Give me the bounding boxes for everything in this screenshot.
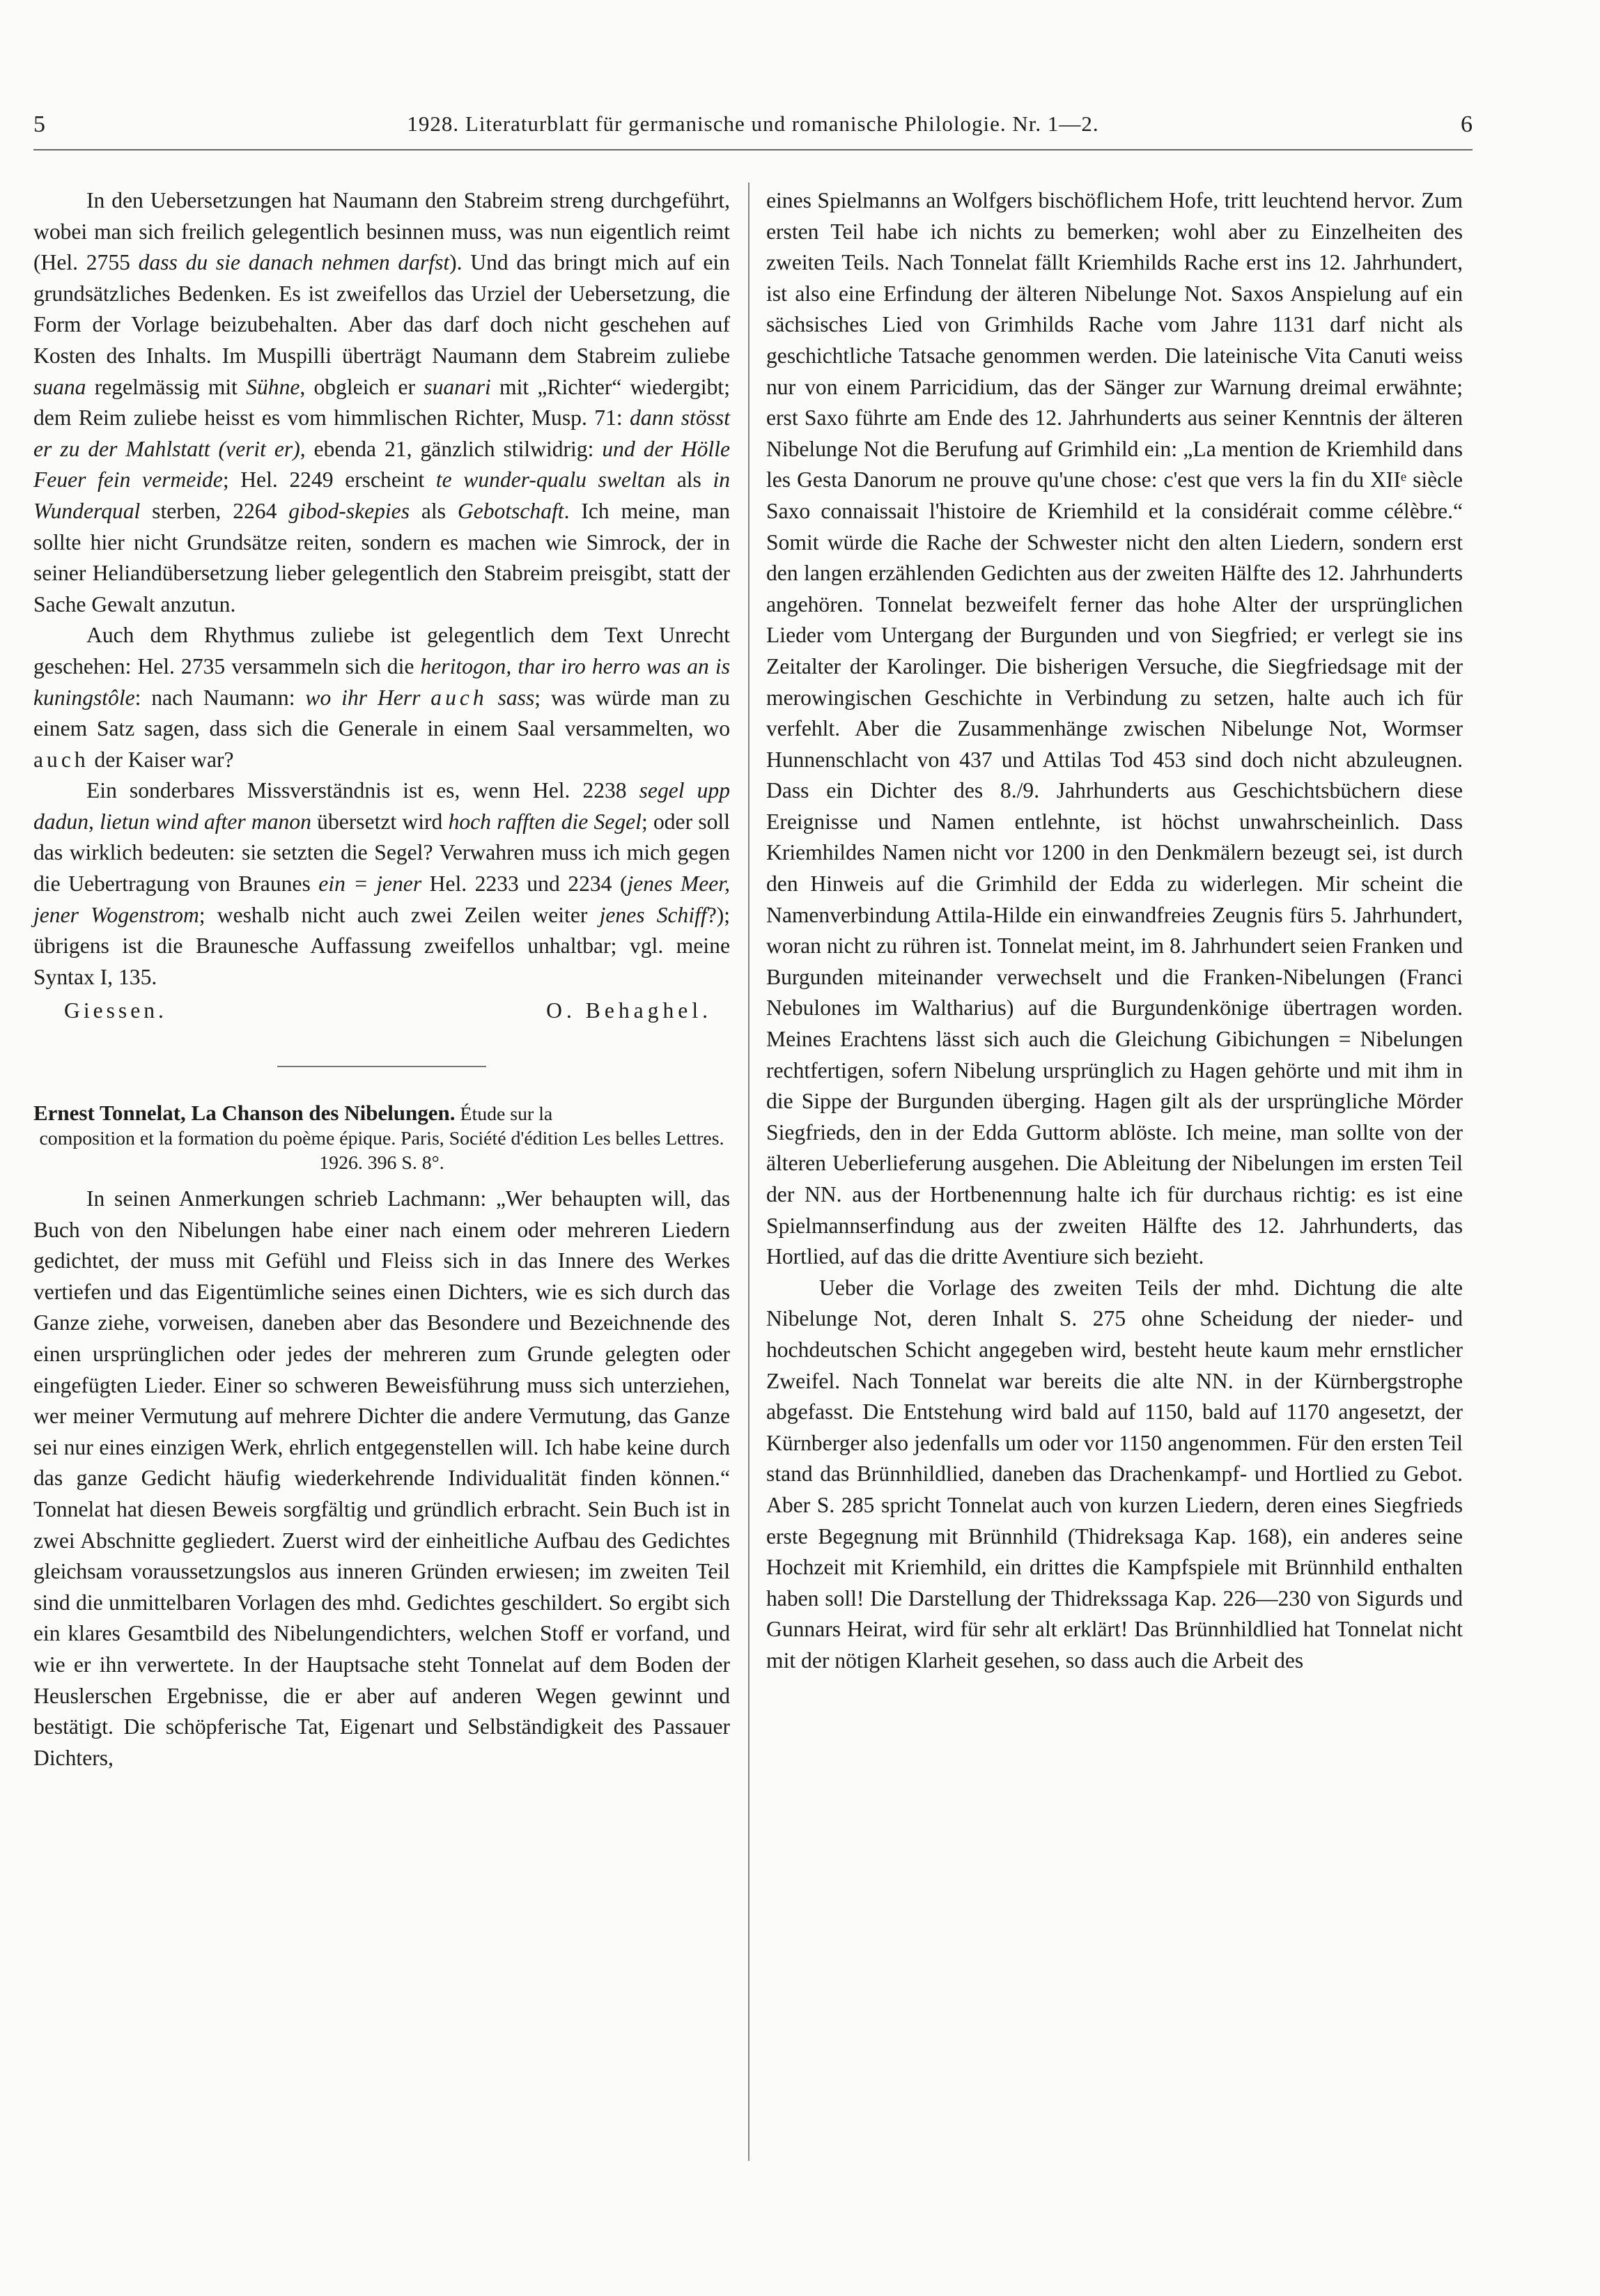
review-author: Ernest Tonnelat, [33,1101,186,1126]
paragraph-lachmann: In seinen Anmerkungen schrieb Lachmann: „Wer behaupten will, das Buch von den Nibelungen habe einer nach einem oder mehreren Liedern gedichtet, der muss mit Gefühl und Fleiss sich in das Innere des Werkes vertiefen und das Eigentümliche seines einen Dichters, wie es sich durch das Ganze ziehe, vorweisen, daneben aber das Besondere und Bezeichnende des einen ursprünglichen oder jedes der mehreren zum Grunde gelegten oder eingefügten Lieder. Einer so schweren Beweisführung muss sich unterziehen, wer meiner Vermutung auf mehrere Dichter die andere Vermutung, das Ganze sei nur eines einzigen Werk, ehrlich entgegenstellen will. Ich habe keine durch das ganze Gedicht häufig wiederkehrende Individualität finden können.“ Tonnelat hat diesen Beweis sorgfältig und gründlich erbracht. Sein Buch ist in zwei Abschnitte gegliedert. Zuerst wird der einheitliche Aufbau des Gedichtes gleichsam voraussetzungslos aus inneren Gründen erwiesen; im zweiten Teil sind die unmittelbaren Vorlagen des mhd. Gedichtes geschildert. So ergibt sich ein klares Gesamtbild des Nibelungendichters, welchen Stoff er vorfand, und wie er ihn verwertete. In der Hauptsache steht Tonnelat auf dem Boden der Heuslerschen Ergebnisse, die er aber auf anderen Wegen gewinnt und bestätigt. Die schöpferische Tat, Eigenart und Selbständigkeit des Passauer Dichters, [33,1186,730,1770]
signature-place: Giessen. [64,998,167,1023]
text-run: Auch dem Rhythmus zuliebe ist gelegentlich dem Text Unrecht geschehen: Hel. 2735 versammeln sich die [33,623,730,678]
review-title: La Chanson des Nibelungen. [185,1101,456,1126]
quote-run: und der Hölle Feuer fein vermeide [33,436,730,492]
quote-run: wo ihr Herr [305,685,431,710]
text-run: der Kaiser war? [88,747,234,772]
text-run: Hel. 2233 und 2234 ( [421,871,628,897]
review-publication: composition et la formation du poème épique. Paris, Société d'édition Les belles Lettres. 1926. 396 S. 8°. [39,1128,724,1174]
quote-run: suana [33,374,86,399]
text-run: regelmässig mit [86,374,247,399]
text-run: : nach Naumann: [134,685,306,710]
text-run: ; weshalb nicht auch zwei Zeilen weiter [199,902,600,927]
text-run: , ebenda 21, gänzlich stilwidrig: [300,436,603,461]
text-run: ; Hel. 2249 erscheint [222,467,436,492]
quote-run: te wunder-qualu sweltan [435,467,666,492]
text-run: , obgleich er [300,374,424,399]
left-column [33,185,730,1774]
text-run: In den Uebersetzungen hat Naumann den Stabreim streng durchgeführt, wobei man sich freilich gelegentlich besinnen muss, was nun eigentlich reimt (Hel. 2755 [33,188,730,275]
paragraph-rhythmus [33,620,730,775]
quote-run: jenes Schiff [599,902,707,927]
paragraph-stabreim [33,185,730,620]
text-run: ; was würde man zu einem Satz sagen, dass sich die Generale in einem Saal versammelten, wo [33,685,730,741]
section-divider [277,1066,486,1067]
page-number-right: 6 [1461,111,1473,137]
quote-run: sass [487,685,535,710]
text-run: ?); übrigens ist die Braunesche Auffassung zweifellos unhaltbar; vgl. meine Syntax I, 135. [33,902,731,989]
quote-run: dass du sie danach nehmen darfst [138,250,450,275]
quote-run: Gebotschaft [457,498,564,523]
review-subtitle: Étude sur la [455,1103,553,1126]
quote-run: Sühne [246,374,300,399]
quote-run: jenes Meer, jener Wogenstrom [33,871,730,927]
review-heading [33,1101,730,1175]
column-rule [748,183,749,2161]
text-run: ; oder soll das wirklich bedeuten: sie setzten die Segel? Verwahren muss ich mich gegen die Uebertragung von Braunes [33,809,730,897]
quote-run: hoch rafften die Segel [448,809,642,834]
quote-run: in Wunderqual [33,467,731,523]
quote-run: suanari [424,374,491,399]
signature-author: O. Behaghel. [546,998,712,1023]
text-run: sterben, 2264 [140,498,289,523]
spaced-run: auch [33,747,89,772]
paragraph-missverstaendnis [33,775,730,993]
text-run: als [410,498,458,523]
text-run: mit „Richter“ wiedergibt; dem Reim zuliebe heisst es vom himmlischen Richter, Musp. 71: [33,374,730,430]
page-number-left: 5 [33,111,45,137]
page-header [33,111,1473,145]
quote-run: ein = jener [318,871,422,897]
quote-run: dann stösst er zu der Mahlstatt (verit er) [33,405,731,461]
text-run: als [665,467,713,492]
right-column [766,185,1463,1677]
quote-run: heritogon, thar iro herro was an is kuningstôle [33,653,730,710]
text-run: übersetzt wird [311,809,449,834]
text-run: Ein sonderbares Missverständnis ist es, wenn Hel. 2238 [86,778,639,803]
paragraph-spielmann: eines Spielmanns an Wolfgers bischöflichem Hofe, tritt leuchtend hervor. Zum ersten Teil habe ich nichts zu bemerken; wohl aber zu Einzelheiten des zweiten Teils. Nach Tonnelat fällt Kriemhilds Rache erst ins 12. Jahrhundert, ist also eine Erfindung der älteren Nibelunge Not. Saxos Anspielung auf ein sächsisches Lied von Grimhilds Rache vom Jahre 1131 darf nicht als geschichtliche Tatsache genommen werden. Die lateinische Vita Canuti weiss nur von einem Parricidium, das der Sänger zur Warnung dreimal erwähnte; erst Saxo führte am Ende des 12. Jahrhunderts aus seiner Kenntnis der älteren Nibelunge Not die Berufung auf Grimhild ein: „La mention de Kriemhild dans les Gesta Danorum ne prouve qu'une chose: c'est que vers la fin du XIIᵉ siècle Saxo connaissait l'histoire de Kriemhild et la considérait comme célèbre.“ Somit würde die Rache der Schwester nicht den alten Liedern, sondern erst den langen erzählenden Gedichten aus der zweiten Hälfte des 12. Jahrhunderts angehören. Tonnelat bezweifelt ferner das hohe Alter der ursprünglichen Lieder vom Untergang der Burgunden und von Siegfried; er verlegt sie ins Zeitalter der Karolinger. Die bisherigen Versuche, die Siegfriedsage mit der merowingischen Geschichte in Verbindung zu setzen, halte auch ich für verfehlt. Aber die Zusammenhänge zwischen Nibelunge Not, Wormser Hunnenschlacht von 437 und Attilas Tod 453 sind doch nicht abzuleugnen. Dass ein Dichter des 8./9. Jahrhunderts aus Geschichtsbüchern diese Ereignisse und Namen entlehnte, ist höchst unwahrscheinlich. Dass Kriemhildes Namen nicht vor 1200 in den Denkmälern bezeugt sei, ist durch den Hinweis auf die Grimhild der Edda zu widerlegen. Mir scheint die Namenverbindung Attila-Hilde ein einwandfreies Zeugnis fürs 5. Jahrhundert, woran nicht zu rühren ist. Tonnelat meint, im 8. Jahrhundert seien Franken und Burgunden miteinander verwechselt und die Franken-Nibelungen (Franci Nebulones im Waltharius) auf die Burgundenkönige übertragen worden. Meines Erachtens lässt sich auch die Gleichung Gibichungen = Nibelungen rechtfertigen, sofern Nibelung ursprünglich zu Hagen gehörte und mit ihm in die Sippe der Burgunden überging. Hagen gilt als der ursprüngliche Mörder Siegfrieds, den in der Edda Guttorm ablöste. Ich meine, man sollte von der älteren Ueberlieferung ausgehen. Die Ableitung der Nibelungen im ersten Teil der NN. aus der Hortbenennung halte ich für durchaus richtig: es ist eine Spielmannserfindung aus der zweiten Hälfte des 12. Jahrhunderts, das Hortlied, auf das die dritte Aventiure sich bezieht. [766,188,1463,1269]
quote-run: gibod-skepies [288,498,410,523]
quote-run: segel upp dadun, lietun wind after manon [33,778,730,834]
signature [33,995,730,1027]
paragraph-vorlage: Ueber die Vorlage des zweiten Teils der mhd. Dichtung die alte Nibelunge Not, deren Inhalt S. 275 ohne Scheidung der nieder- und hochdeutschen Schicht angegeben wird, besteht heute kaum mehr ernstlicher Zweifel. Nach Tonnelat war bereits die alte NN. in der Kürnbergstrophe abgefasst. Die Entstehung wird bald auf 1150, bald auf 1170 angesetzt, der Kürnberger also jedenfalls um oder vor 1150 angenommen. Für den ersten Teil stand das Brünnhildlied, daneben das Drachenkampf- und Hortlied zu Gebot. Aber S. 285 spricht Tonnelat auch von kurzen Liedern, deren eines Siegfrieds erste Begegnung mit Brünnhild (Thidreksaga Kap. 168), ein anderes seine Hochzeit mit Kriemhild, ein drittes die Kampfspiele mit Brünnhild enthalten haben soll! Die Darstellung der Thidrekssaga Kap. 226—230 von Sigurds und Gunnars Heirat, wird für sehr alt erklärt! Das Brünnhildlied hat Tonnelat nicht mit der nötigen Klarheit gesehen, so dass auch die Arbeit des [766,1275,1463,1673]
spaced-run: auch [430,685,488,710]
text-run: . Ich meine, man sollte hier nicht Grundsätze reiten, sondern es machen wie Simrock, der in seiner Heliandübersetzung lieber gelegentlich den Stabreim preisgibt, statt der Sache Gewalt anzutun. [33,498,730,616]
running-title: 1928. Literaturblatt für germanische und romanische Philologie. Nr. 1—2. [407,111,1099,136]
text-run: ). Und das bringt mich auf ein grundsätzliches Bedenken. Es ist zweifellos das Urziel der Uebersetzung, die Form der Vorlage beizubehalten. Aber das darf doch nicht geschehen auf Kosten des Inhalts. Im Muspilli überträgt Naumann dem Stabreim zuliebe [33,250,730,368]
header-rule [33,149,1473,150]
